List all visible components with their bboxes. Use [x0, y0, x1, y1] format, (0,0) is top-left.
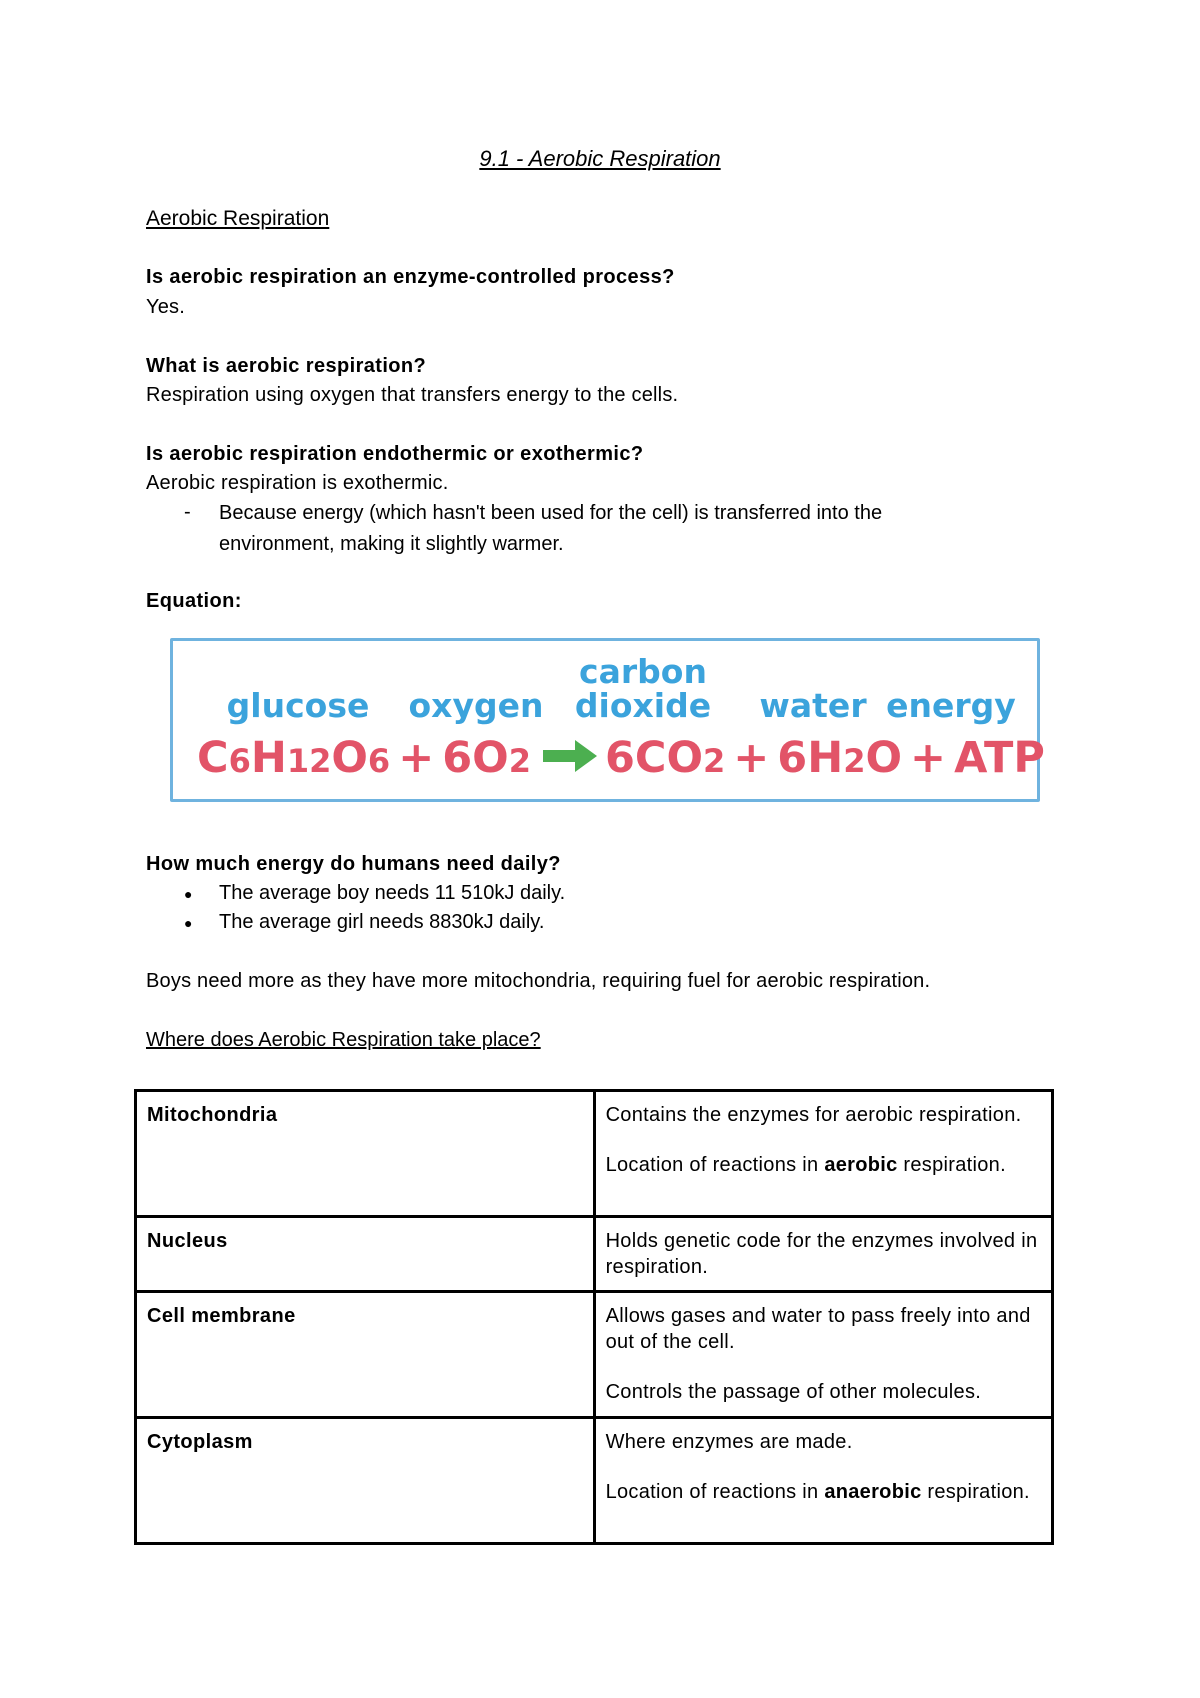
cell-desc: Where enzymes are made. Location of reactions in anaerobic respiration. — [594, 1418, 1052, 1544]
table-row — [136, 1418, 1053, 1544]
eq-water: 6H2O — [777, 733, 903, 783]
where-heading: Where does Aerobic Respiration take place? — [146, 1029, 541, 1051]
eq-atp: ATP — [954, 733, 1045, 783]
cell-desc: Holds genetic code for the enzymes involved in respiration. — [594, 1217, 1052, 1292]
eq-formula — [197, 733, 1045, 783]
eq-word-energy: energy — [886, 686, 1016, 725]
cell-desc: Contains the enzymes for aerobic respiration. Location of reactions in aerobic respiration. — [594, 1091, 1052, 1217]
eq-plus: + — [910, 733, 947, 783]
eq-word-oxygen: oxygen — [408, 686, 544, 725]
location-table — [134, 1089, 1054, 1545]
cell-name: Cytoplasm — [136, 1418, 595, 1544]
dash-point: Because energy (which hasn't been used for the cell) is transferred into the environment, making it slightly warmer. — [219, 502, 883, 555]
cell-name: Cell membrane — [136, 1292, 595, 1418]
cell-name: Mitochondria — [136, 1091, 595, 1217]
eq-plus: + — [398, 733, 435, 783]
question-thermic: Is aerobic respiration endothermic or exothermic? — [146, 443, 644, 465]
equation-label: Equation: — [146, 590, 242, 612]
page-title: 9.1 - Aerobic Respiration — [479, 146, 721, 171]
section-heading: Aerobic Respiration — [146, 207, 330, 230]
answer-thermic: Aerobic respiration is exothermic. — [146, 472, 449, 494]
dash-marker: - — [184, 501, 191, 523]
question-energy: How much energy do humans need daily? — [146, 853, 561, 875]
equation-image — [170, 638, 1045, 802]
question-enzyme: Is aerobic respiration an enzyme-controlled process? — [146, 266, 675, 288]
table-row — [136, 1091, 1053, 1217]
bullet-girl: The average girl needs 8830kJ daily. — [219, 911, 545, 933]
answer-definition: Respiration using oxygen that transfers energy to the cells. — [146, 384, 679, 406]
eq-glucose: C6H12O6 — [197, 733, 391, 783]
eq-word-carbon: carbon — [579, 652, 707, 691]
eq-oxygen: 6O2 — [442, 733, 531, 783]
cell-desc: Allows gases and water to pass freely into and out of the cell. Controls the passage of other molecules. — [594, 1292, 1052, 1418]
eq-word-dioxide: dioxide — [574, 686, 712, 725]
bullet-icon: ● — [184, 915, 193, 931]
table-row — [136, 1217, 1053, 1292]
energy-conclusion: Boys need more as they have more mitochondria, requiring fuel for aerobic respiration. — [146, 970, 931, 992]
bullet-boy: The average boy needs 11 510kJ daily. — [219, 882, 566, 904]
table-row — [136, 1292, 1053, 1418]
bullet-icon: ● — [184, 886, 193, 902]
eq-arrow-icon — [541, 735, 599, 771]
eq-co2: 6CO2 — [604, 733, 726, 783]
question-definition: What is aerobic respiration? — [146, 355, 427, 377]
eq-word-water: water — [759, 686, 867, 725]
eq-word-glucose: glucose — [226, 686, 370, 725]
answer-enzyme: Yes. — [146, 296, 185, 318]
eq-plus: + — [733, 733, 770, 783]
cell-name: Nucleus — [136, 1217, 595, 1292]
